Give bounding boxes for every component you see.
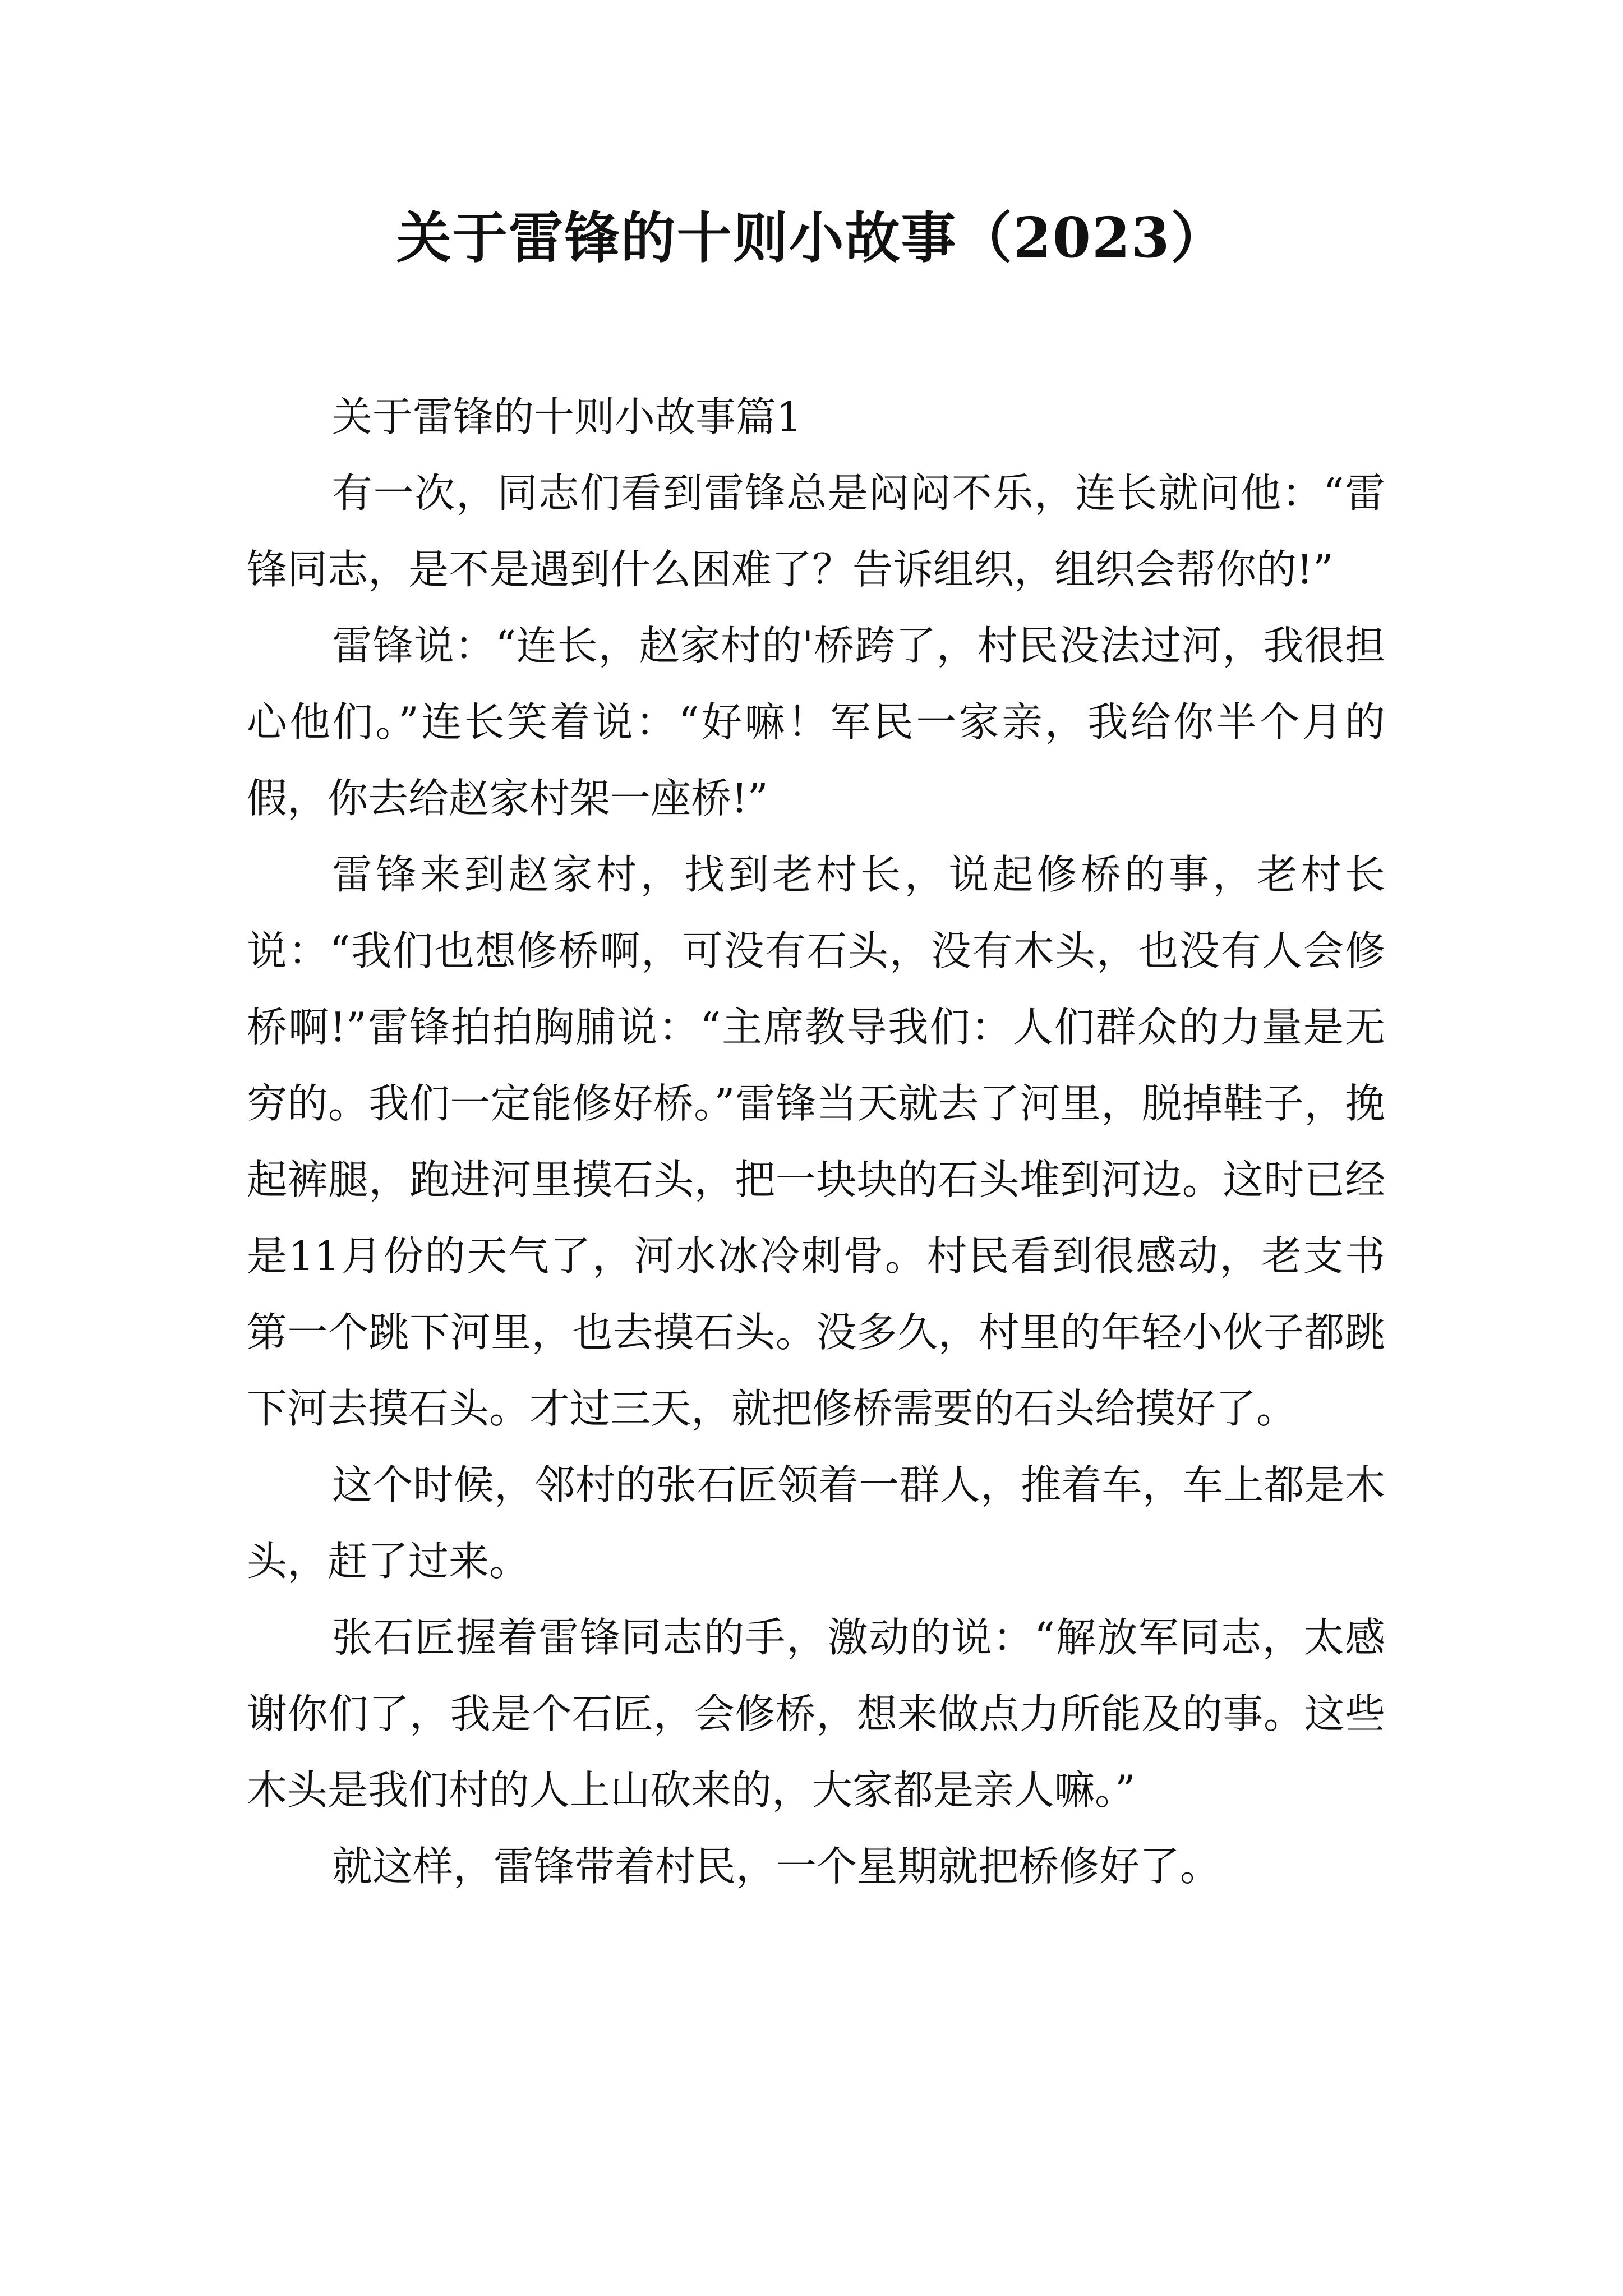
document-title: 关于雷锋的十则小故事（2023） bbox=[396, 206, 1227, 270]
paragraph: 雷锋来到赵家村，找到老村长，说起修桥的事，老村长说：“我们也想修桥啊，可没有石头，没有木头，也没有人会修桥啊!”雷锋拍拍胸脯说：“主席教导我们：人们群众的力量是无穷的。我们一定能修好桥。”雷锋当天就去了河里，脱掉鞋子，挽起裤腿，跑进河里摸石头，把一块块的石头堆到河边。这时已经是11月份的天气了，河水冰冷刺骨。村民看到很感动，老支书第一个跳下河里，也去摸石头。没多久，村里的年轻小伙子都跳下河去摸石头。才过三天，就把修桥需要的石头给摸好了。 bbox=[247, 851, 1385, 1432]
paragraph: 就这样，雷锋带着村民，一个星期就把桥修好了。 bbox=[332, 1843, 1221, 1890]
document-body bbox=[247, 379, 1385, 1904]
paragraph: 有一次，同志们看到雷锋总是闷闷不乐，连长就问他：“雷锋同志，是不是遇到什么困难了？告诉组织，组织会帮你的!” bbox=[247, 470, 1385, 593]
section-heading: 关于雷锋的十则小故事篇1 bbox=[332, 393, 802, 440]
paragraph: 这个时候，邻村的张石匠领着一群人，推着车，车上都是木头，赶了过来。 bbox=[247, 1461, 1385, 1585]
paragraph: 张石匠握着雷锋同志的手，激动的说：“解放军同志，太感谢你们了，我是个石匠，会修桥，想来做点力所能及的事。这些木头是我们村的人上山砍来的，大家都是亲人嘛。” bbox=[247, 1614, 1385, 1814]
paragraph: 雷锋说：“连长，赵家村的'桥跨了，村民没法过河，我很担心他们。”连长笑着说：“好嘛！军民一家亲，我给你半个月的假，你去给赵家村架一座桥!” bbox=[247, 622, 1385, 822]
